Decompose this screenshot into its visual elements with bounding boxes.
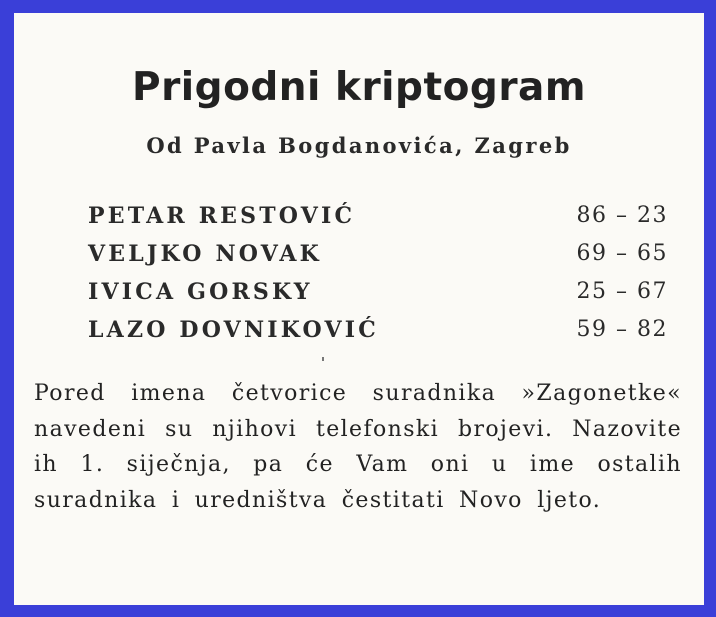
phone-number: 86 – 23 [576,203,668,228]
contributor-name: IVICA GORSKY [88,279,313,305]
print-speck [322,357,324,361]
contributor-name: VELJKO NOVAK [88,241,322,267]
list-item [88,203,668,241]
phone-number: 69 – 65 [576,241,668,266]
list-item [88,317,668,355]
contributor-list [88,203,668,355]
article-title: Prigodni kriptogram [131,65,587,110]
article-byline: Od Pavla Bogdanovića, Zagreb [146,133,572,158]
contributor-name: LAZO DOVNIKOVIĆ [88,317,379,343]
article-body: Pored imena četvorice suradnika »Zagonetke« navedeni su njihovi telefonski brojevi. Nazovite ih 1. siječnja, pa će Vam oni u ime ostalih suradnika i uredništva čestitati Novo ljeto. [34,381,682,513]
phone-number: 59 – 82 [576,317,668,342]
phone-number: 25 – 67 [576,279,668,304]
list-item [88,279,668,317]
list-item [88,241,668,279]
contributor-name: PETAR RESTOVIĆ [88,203,356,229]
newspaper-clipping [14,13,704,605]
